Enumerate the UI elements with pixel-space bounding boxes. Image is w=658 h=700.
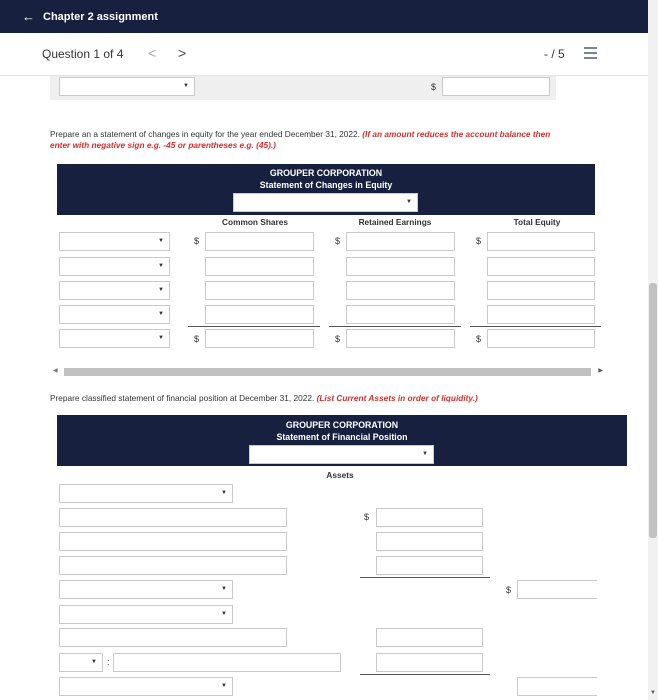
currency-symbol: $ bbox=[431, 82, 437, 92]
total-equity-input[interactable] bbox=[487, 257, 595, 276]
subtotal-line bbox=[329, 326, 461, 327]
subtotal-line bbox=[470, 326, 601, 327]
asset-category-select[interactable]: ▼ bbox=[59, 484, 233, 503]
currency-symbol: $ bbox=[476, 236, 482, 246]
currency-symbol: $ bbox=[476, 334, 482, 344]
prior-account-select[interactable]: ▼ bbox=[59, 77, 195, 96]
asset-total-input[interactable] bbox=[517, 677, 597, 696]
currency-symbol: $ bbox=[194, 236, 200, 246]
common-shares-input[interactable] bbox=[205, 232, 314, 251]
question-label: Question 1 of 4 bbox=[42, 47, 124, 61]
company-name: GROUPER CORPORATION bbox=[269, 168, 383, 178]
equity-instruction: Prepare an a statement of changes in equity for the year ended December 31, 2022. (If an amount reduces the account balance then enter with negative sign e.g. -45 or parentheses e.g. (45).) bbox=[50, 129, 551, 150]
common-shares-input[interactable] bbox=[205, 281, 314, 300]
retained-earnings-input[interactable] bbox=[346, 305, 455, 324]
assignment-title: Chapter 2 assignment bbox=[43, 10, 158, 23]
column-header-common-shares: Common Shares bbox=[222, 217, 288, 227]
common-shares-input[interactable] bbox=[205, 257, 314, 276]
equity-row-select[interactable]: ▼ bbox=[59, 257, 170, 276]
total-equity-total-input[interactable] bbox=[487, 329, 595, 348]
scrollbar-thumb[interactable] bbox=[64, 368, 591, 376]
currency-symbol: $ bbox=[335, 334, 341, 344]
currency-symbol: $ bbox=[364, 512, 370, 522]
subtotal-line bbox=[360, 674, 490, 675]
currency-symbol: $ bbox=[335, 236, 341, 246]
asset-category-select[interactable]: ▼ bbox=[59, 605, 233, 624]
retained-earnings-total-input[interactable] bbox=[346, 329, 455, 348]
subtotal-line bbox=[188, 326, 320, 327]
separator-colon: : bbox=[107, 657, 110, 667]
total-equity-input[interactable] bbox=[487, 305, 595, 324]
asset-label-input[interactable] bbox=[59, 532, 287, 551]
scroll-right-icon[interactable]: ▶ bbox=[598, 368, 603, 374]
company-name: GROUPER CORPORATION bbox=[285, 420, 399, 430]
score: - / 5 bbox=[544, 47, 565, 61]
common-shares-total-input[interactable] bbox=[205, 329, 314, 348]
asset-amount-input[interactable] bbox=[376, 556, 483, 575]
currency-symbol: $ bbox=[506, 585, 512, 595]
asset-label-input[interactable] bbox=[113, 653, 341, 672]
scroll-down-icon[interactable]: ▼ bbox=[650, 690, 656, 696]
asset-prefix-select[interactable]: ▼ bbox=[59, 653, 103, 672]
asset-amount-input[interactable] bbox=[376, 653, 483, 672]
asset-label-input[interactable] bbox=[59, 508, 287, 527]
equity-row-select[interactable]: ▼ bbox=[59, 281, 170, 300]
asset-label-input[interactable] bbox=[59, 628, 287, 647]
retained-earnings-input[interactable] bbox=[346, 232, 455, 251]
retained-earnings-input[interactable] bbox=[346, 281, 455, 300]
column-header-total-equity: Total Equity bbox=[513, 217, 561, 227]
currency-symbol: $ bbox=[194, 334, 200, 344]
position-date-select[interactable]: ▼ bbox=[249, 445, 434, 464]
common-shares-input[interactable] bbox=[205, 305, 314, 324]
asset-amount-input[interactable] bbox=[376, 628, 483, 647]
asset-label-input[interactable] bbox=[59, 556, 287, 575]
scrollbar-thumb[interactable] bbox=[649, 283, 657, 538]
horizontal-scrollbar[interactable] bbox=[50, 366, 606, 378]
position-instruction: Prepare classified statement of financial position at December 31, 2022. (List Current Assets in order of liquidity.) bbox=[50, 393, 478, 403]
chevron-left-icon[interactable]: < bbox=[148, 45, 157, 61]
subtotal-line bbox=[360, 577, 490, 578]
asset-amount-input[interactable] bbox=[376, 532, 483, 551]
list-icon[interactable] bbox=[584, 47, 597, 59]
equity-row-select[interactable]: ▼ bbox=[59, 232, 170, 251]
total-equity-input[interactable] bbox=[487, 232, 595, 251]
total-equity-input[interactable] bbox=[487, 281, 595, 300]
question-bar bbox=[0, 33, 648, 76]
arrow-left-icon[interactable]: ← bbox=[22, 9, 35, 24]
statement-title: Statement of Changes in Equity bbox=[259, 180, 393, 190]
equity-period-select[interactable]: ▼ bbox=[233, 193, 418, 212]
asset-category-select[interactable]: ▼ bbox=[59, 677, 233, 696]
retained-earnings-input[interactable] bbox=[346, 257, 455, 276]
asset-total-input[interactable] bbox=[517, 580, 597, 599]
scroll-left-icon[interactable]: ◀ bbox=[53, 368, 58, 374]
prior-amount-input[interactable] bbox=[442, 77, 550, 96]
equity-total-select[interactable]: ▼ bbox=[59, 329, 170, 348]
chevron-right-icon[interactable]: > bbox=[178, 45, 187, 61]
assets-subheader: Assets bbox=[326, 470, 354, 480]
asset-category-select[interactable]: ▼ bbox=[59, 580, 233, 599]
equity-row-select[interactable]: ▼ bbox=[59, 305, 170, 324]
column-header-retained-earnings: Retained Earnings bbox=[358, 217, 432, 227]
asset-amount-input[interactable] bbox=[376, 508, 483, 527]
top-bar bbox=[0, 0, 648, 33]
statement-title: Statement of Financial Position bbox=[276, 432, 408, 442]
